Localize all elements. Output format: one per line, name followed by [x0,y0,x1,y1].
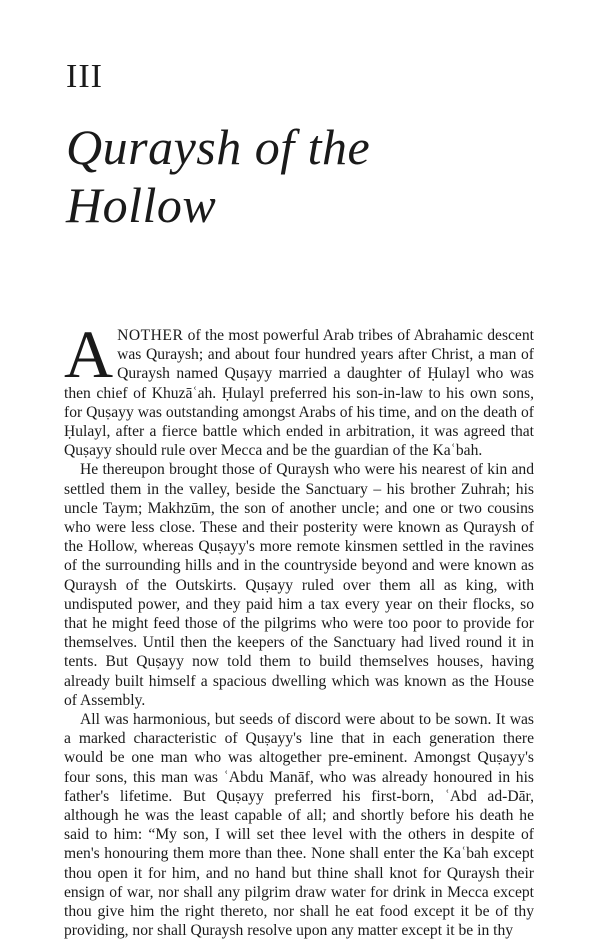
drop-cap: A [64,316,114,392]
chapter-number: III [66,58,103,95]
body-text [64,316,534,941]
paragraph-3: All was harmonious, but seeds of discord were about to be sown. It was a marked characteristic of Quṣayy's line that in each generation there would be one man who was altogether pre-eminent. Amongst Quṣayy's four sons, this man was ʿAbdu Manāf, who was already honoured in his father's lifetime. But Quṣayy preferred his first-born, ʿAbd ad-Dār, although he was the least capable of all; and shortly before his death he said to him: “My son, I will set thee level with the others in despite of men's honouring them more than thee. None shall enter the Kaʿbah except thou open it for him, and no hand but thine shall knot for Quraysh their ensign of war, nor shall any pilgrim draw water for drink in Mecca except thou give him the right thereto, nor shall he eat food except it be of thy providing, nor shall Quraysh resolve upon any matter except it be in thy [64,711,534,940]
paragraph-2: He thereupon brought those of Quraysh who were his nearest of kin and settled them in the valley, beside the Sanctuary – his brother Zuhrah; his uncle Taym; Makhzūm, the son of another uncle; and one or two cousins who were less close. These and their posterity were known as Quraysh of the Hollow, whereas Quṣayy's more remote kinsmen settled in the ravines of the surrounding hills and in the countryside beyond and were known as Quraysh of the Outskirts. Quṣayy ruled over them all as king, with undisputed power, and they paid him a tax every year on their flocks, so that he might feed those of the pilgrims who were too poor to provide for themselves. Until then the keepers of the Sanctuary had lived round it in tents. But Quṣayy now told them to build themselves houses, having already built himself a spacious dwelling which was known as the House of Assembly. [64,461,534,709]
chapter-title-line-2: Hollow [66,177,217,233]
paragraph-1 [64,316,534,460]
chapter-title-line-1: Quraysh of the [66,119,371,175]
chapter-title [66,118,566,234]
paragraph-1-text: of the most powerful Arab tribes of Abrahamic descent was Quraysh; and about four hundred years after Christ, a man of Quraysh named Quṣayy married a daughter of Ḥulayl who was then chief of Khuzāʿah. Ḥulayl preferred his son-in-law to his own sons, for Quṣayy was outstanding amongst Arabs of his time, and on the death of Ḥulayl, after a fierce battle which ended in arbitration, it was agreed that Quṣayy should rule over Mecca and be the guardian of the Kaʿbah. [64,327,534,460]
lead-word: NOTHER [117,327,184,344]
